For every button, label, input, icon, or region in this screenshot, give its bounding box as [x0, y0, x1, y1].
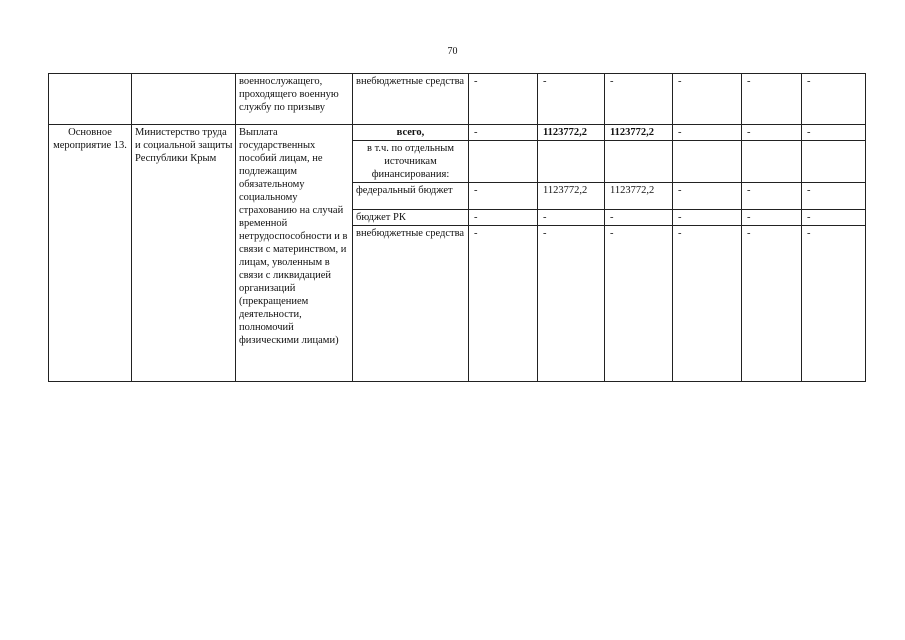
description-cell: военнослужащего, проходящего военную службу по призыву [236, 74, 353, 125]
value-cell: - [469, 210, 538, 226]
value-cell: - [742, 125, 802, 141]
value-cell: - [673, 125, 742, 141]
value-cell [469, 141, 538, 183]
value-cell [605, 141, 673, 183]
value-cell: - [673, 226, 742, 382]
source-cell: бюджет РК [353, 210, 469, 226]
table-row [49, 74, 866, 125]
value-cell [742, 141, 802, 183]
source-cell: всего, [353, 125, 469, 141]
value-cell [538, 141, 605, 183]
source-cell: в т.ч. по отдельным источникам финансирования: [353, 141, 469, 183]
value-cell: - [742, 183, 802, 210]
value-cell: - [742, 226, 802, 382]
value-cell: 1123772,2 [538, 183, 605, 210]
value-cell: 1123772,2 [538, 125, 605, 141]
value-cell: - [673, 210, 742, 226]
value-cell: - [469, 125, 538, 141]
source-cell: внебюджетные средства [353, 226, 469, 382]
value-cell: - [469, 74, 538, 125]
value-cell: - [673, 183, 742, 210]
value-cell: - [605, 226, 673, 382]
description-cell: Выплата государственных пособий лицам, не подлежащим обязательному социальному страхованию на случай временной нетрудоспособности и в связи с материнством, и лицам, уволенным в связи с ликвидацией организаций (прекращением деятельности, полномочий физическими лицами) [236, 125, 353, 382]
value-cell: - [802, 125, 866, 141]
value-cell: - [802, 210, 866, 226]
value-cell: - [538, 226, 605, 382]
event-name-cell: Основное мероприятие 13. [49, 125, 132, 382]
value-cell [673, 141, 742, 183]
value-cell: - [538, 74, 605, 125]
value-cell [802, 141, 866, 183]
event-name-cell [49, 74, 132, 125]
value-cell: 1123772,2 [605, 125, 673, 141]
table-row [49, 125, 866, 141]
value-cell: - [538, 210, 605, 226]
value-cell: - [673, 74, 742, 125]
value-cell: - [742, 210, 802, 226]
value-cell: 1123772,2 [605, 183, 673, 210]
value-cell: - [605, 210, 673, 226]
value-cell: - [605, 74, 673, 125]
source-cell: федеральный бюджет [353, 183, 469, 210]
executor-cell [132, 74, 236, 125]
source-cell: внебюджетные средства [353, 74, 469, 125]
financing-table [48, 73, 866, 382]
value-cell: - [742, 74, 802, 125]
value-cell: - [469, 226, 538, 382]
value-cell: - [802, 183, 866, 210]
value-cell: - [802, 74, 866, 125]
executor-cell: Министерство труда и социальной защиты Республики Крым [132, 125, 236, 382]
page-number: 70 [447, 46, 458, 57]
value-cell: - [802, 226, 866, 382]
value-cell: - [469, 183, 538, 210]
